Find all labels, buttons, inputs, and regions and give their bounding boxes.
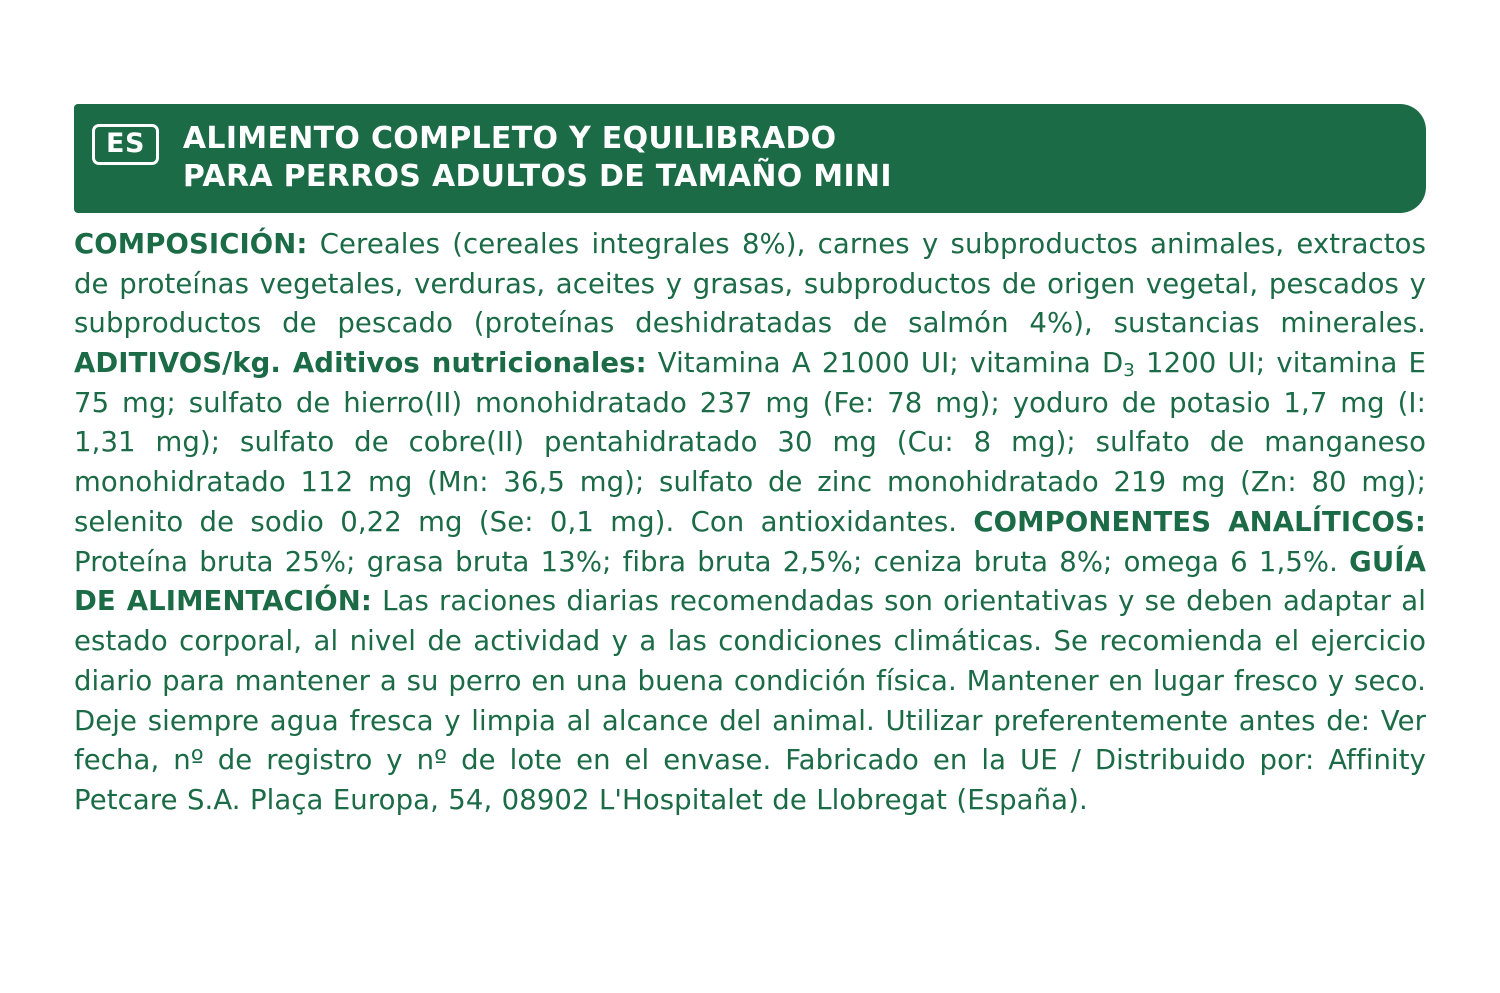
language-badge: ES — [92, 124, 159, 165]
vitamin-d3-subscript: 3 — [1123, 359, 1135, 381]
header-title-line-1: ALIMENTO COMPLETO Y EQUILIBRADO — [182, 121, 837, 156]
guia-alimentacion-heading: GUÍA DE ALIMENTACIÓN: — [74, 545, 1426, 618]
header-title-line-2: PARA PERROS ADULTOS DE TAMAÑO MINI — [182, 159, 892, 195]
guia-alimentacion-text: Las raciones diarias recomendadas son orientativas y se deben adaptar al estado corporal, al nivel de actividad y a las condiciones climáticas. Se recomienda el ejercicio diario para mantener a su perro en una buena condición física. Mantener en lugar fresco y seco. Deje siempre agua fresca y limpia al alcance del animal. Utilizar preferentemente antes de: Ver fecha, nº de registro y nº de lote en el envase. Fabricado en la UE / Distribuido por: Affinity Petcare S.A. Plaça Europa, 54, 08902 L'Hospitalet de Llobregat (España). — [74, 585, 1427, 817]
aditivos-text-part-2: 1200 UI; vitamina E 75 mg; sulfato de hierro(II) monohidratado 237 mg (Fe: 78 mg); yoduro de potasio 1,7 mg (I: 1,31 mg); sulfato de cobre(II) pentahidratado 30 mg (Cu: 8 mg); sulfato de manganeso monohidratado 112 mg (Mn: 36,5 mg); sulfato de zinc monohidratado 219 mg (Zn: 80 mg); selenito de sodio 0,22 mg (Se: 0,1 mg). Con antioxidantes. — [74, 346, 1426, 538]
composicion-heading: COMPOSICIÓN: — [74, 227, 308, 260]
componentes-analiticos-text: Proteína bruta 25%; grasa bruta 13%; fibra bruta 2,5%; ceniza bruta 8%; omega 6 1,5%. — [74, 545, 1350, 578]
componentes-analiticos-heading: COMPONENTES ANALÍTICOS: — [973, 505, 1426, 538]
pet-food-label-panel — [74, 104, 1426, 821]
header-title — [173, 120, 892, 197]
composicion-text: Cereales (cereales integrales 8%), carnes y subproductos animales, extractos de proteínas vegetales, verduras, aceites y grasas, subproductos de origen vegetal, pescados y subproductos de pescado (proteínas deshidratadas de salmón 4%), sustancias minerales. — [74, 227, 1426, 340]
aditivos-text-part-1: Vitamina A 21000 UI; vitamina D — [646, 346, 1124, 379]
label-header-band — [74, 104, 1426, 213]
label-body-copy — [74, 225, 1426, 821]
aditivos-heading: ADITIVOS/kg. Aditivos nutricionales: — [74, 346, 647, 379]
